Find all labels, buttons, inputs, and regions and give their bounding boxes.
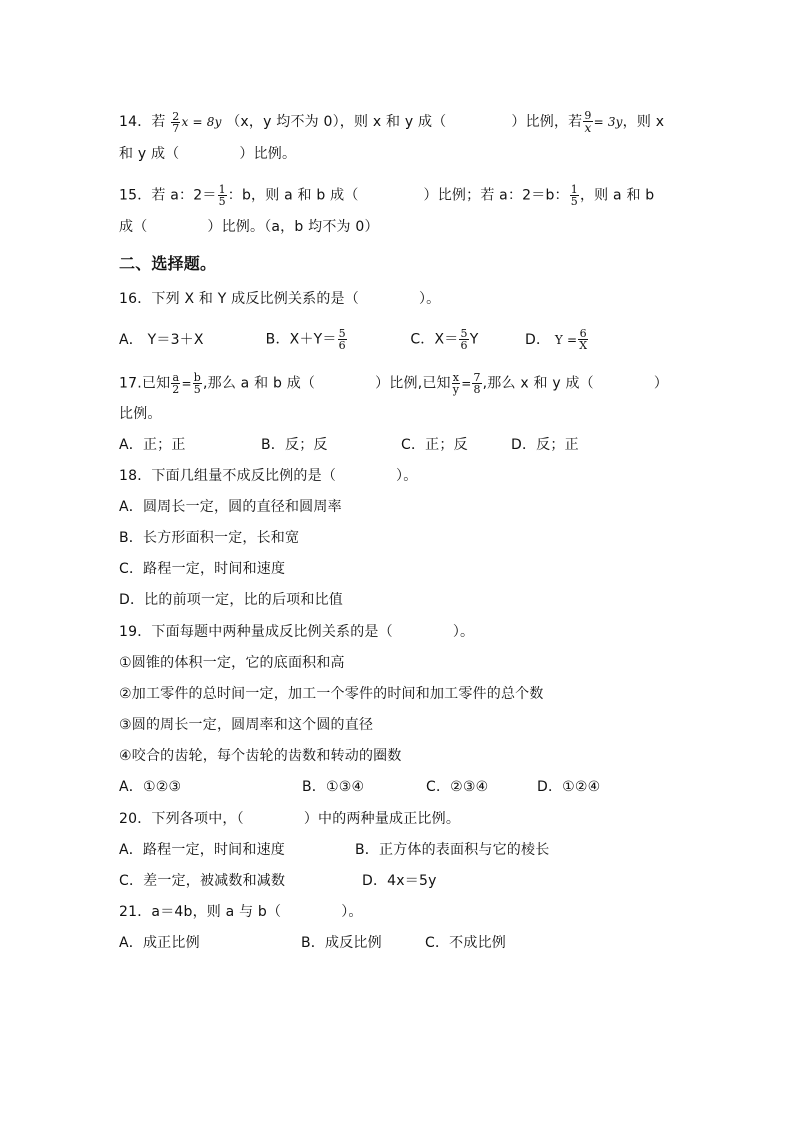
q17-fraction-7-8: $\frac{7}{8}$ <box>473 371 481 396</box>
q14-prefix: 14．若 <box>119 114 166 130</box>
q15-fraction-1-5-a: $\frac{1}{5}$ <box>218 183 226 208</box>
q17-options <box>119 438 579 452</box>
section-heading: 二、选择题。 <box>119 254 217 273</box>
q16-stem-end: ）。 <box>418 291 441 307</box>
q18-option-d[interactable]: D．比的前项一定，比的后项和比值 <box>119 592 343 608</box>
q21-options <box>119 936 506 950</box>
q17-fraction-x-y: $\frac{x}{y}$ <box>452 371 460 396</box>
q15-tail: ，则 a 和 b <box>579 187 655 204</box>
q14-line2 <box>119 147 296 161</box>
q19-item-3: ③圆的周长一定，圆周率和这个圆的直径 <box>119 717 374 733</box>
q17-fraction-b-5: $\frac{b}{5}$ <box>193 371 201 396</box>
q17-fraction-a-2: $\frac{a}{2}$ <box>172 371 180 396</box>
q21-option-b[interactable]: B．成反比例 <box>301 935 382 951</box>
q16-stem <box>119 292 440 306</box>
q16-option-a[interactable]: A． Y＝3＋X <box>119 331 204 348</box>
q15-line1 <box>119 184 654 207</box>
q17-option-a[interactable]: A．正；正 <box>119 437 186 453</box>
q14-equation1: x = 8y <box>181 115 222 129</box>
q14-line2-end: ）比例。 <box>239 146 297 162</box>
q17-option-b[interactable]: B．反；反 <box>261 437 328 453</box>
q15-prefix: 15．若 a：2＝ <box>119 187 217 204</box>
q16-options <box>119 328 589 351</box>
q16-stem-text: 16．下列 X 和 Y 成反比例关系的是（ <box>119 291 359 307</box>
q15-line2-start: 成（ <box>119 219 148 235</box>
q19-stem-text: 19．下面每题中两种量成反比例关系的是（ <box>119 624 393 640</box>
q17-mid2: ）比例,已知 <box>375 375 451 392</box>
q20-option-b[interactable]: B．正方体的表面积与它的棱长 <box>355 842 550 858</box>
q15-mid2: ）比例；若 a：2＝b： <box>423 187 569 204</box>
q15-line2-end: ）比例。（a，b 均不为 0） <box>207 219 379 235</box>
q17-mid: ,那么 a 和 b 成（ <box>202 375 316 392</box>
q21-stem <box>119 905 363 919</box>
q19-item-1: ①圆锥的体积一定，它的底面积和高 <box>119 655 345 671</box>
q20-option-a[interactable]: A．路程一定，时间和速度 <box>119 842 285 858</box>
q14-line2-start: 和 y 成（ <box>119 146 180 162</box>
q14-condition: （x，y 均不为 0），则 x 和 y 成（ <box>226 114 447 130</box>
q17-line2: 比例。 <box>119 406 162 422</box>
q14-equation2: = 3y <box>593 115 623 129</box>
q21-option-c[interactable]: C．不成比例 <box>425 935 506 951</box>
q20-stem <box>119 812 460 826</box>
q20-stem-end: ）中的两种量成正比例。 <box>303 811 461 827</box>
q16-option-d[interactable]: D． Y = $\frac{6}{X}$ <box>524 327 588 352</box>
q17-option-d[interactable]: D．反；正 <box>511 437 579 453</box>
q21-stem-text: 21．a＝4b，则 a 与 b（ <box>119 904 282 920</box>
q14-fraction-9-x: $\frac{9}{x}$ <box>584 109 592 135</box>
q20-options-row2 <box>119 874 437 888</box>
q18-stem-text: 18．下面几组量不成反比例的是（ <box>119 468 337 484</box>
q17-option-c[interactable]: C．正；反 <box>401 437 468 453</box>
q19-option-a[interactable]: A．①②③ <box>119 779 182 795</box>
q19-option-d[interactable]: D．①②④ <box>537 779 601 795</box>
q21-option-a[interactable]: A．成正比例 <box>119 935 200 951</box>
q14-tail: ，则 x <box>622 114 665 130</box>
q19-options <box>119 780 600 794</box>
q19-item-4: ④咬合的齿轮，每个齿轮的齿数和转动的圈数 <box>119 748 402 764</box>
q19-item-2: ②加工零件的总时间一定，加工一个零件的时间和加工零件的总个数 <box>119 686 544 702</box>
q18-stem <box>119 469 417 483</box>
q15-fraction-1-5-b: $\frac{1}{5}$ <box>570 183 578 208</box>
q14-fraction-2-7: $\frac{2}{7}$ <box>172 109 180 135</box>
q21-stem-end: ）。 <box>341 904 363 920</box>
q15-line2 <box>119 220 379 234</box>
q20-option-c[interactable]: C．差一定，被减数和减数 <box>119 873 286 889</box>
q19-option-c[interactable]: C．②③④ <box>426 779 489 795</box>
q19-stem-end: ）。 <box>452 624 475 640</box>
q17-line1: 17.已知 $\frac{a}{2}$ = $\frac{b}{5}$ ,那么 a 和 b 成（ ）比例,已知 $\frac{x}{y}$ = $\frac{7}{8}$ ,那么 x 和 y 成（ ） <box>119 371 669 396</box>
q20-options-row1 <box>119 843 549 857</box>
q20-stem-text: 20．下列各项中，（ <box>119 811 244 827</box>
q14-line1 <box>119 110 664 134</box>
q17-prefix: 17.已知 <box>119 375 171 392</box>
q18-option-c[interactable]: C．路程一定，时间和速度 <box>119 561 286 577</box>
q19-stem <box>119 625 474 639</box>
q17-tail: ,那么 x 和 y 成（ <box>482 375 594 392</box>
q18-stem-end: ）。 <box>396 468 418 484</box>
q15-mid1: ：b，则 a 和 b 成（ <box>227 187 359 204</box>
q19-option-b[interactable]: B．①③④ <box>302 779 365 795</box>
q20-option-d[interactable]: D．4x＝5y <box>362 873 437 889</box>
q14-mid: ）比例，若 <box>511 114 583 130</box>
q16-option-c[interactable]: C．X＝ $\frac{5}{6}$ Y <box>410 327 479 352</box>
q18-option-b[interactable]: B．长方形面积一定，长和宽 <box>119 530 300 546</box>
q16-option-b[interactable]: B．X＋Y＝ $\frac{5}{6}$ <box>265 327 346 352</box>
q18-option-a[interactable]: A．圆周长一定，圆的直径和圆周率 <box>119 499 342 515</box>
q17-tail-end: ） <box>653 375 669 392</box>
